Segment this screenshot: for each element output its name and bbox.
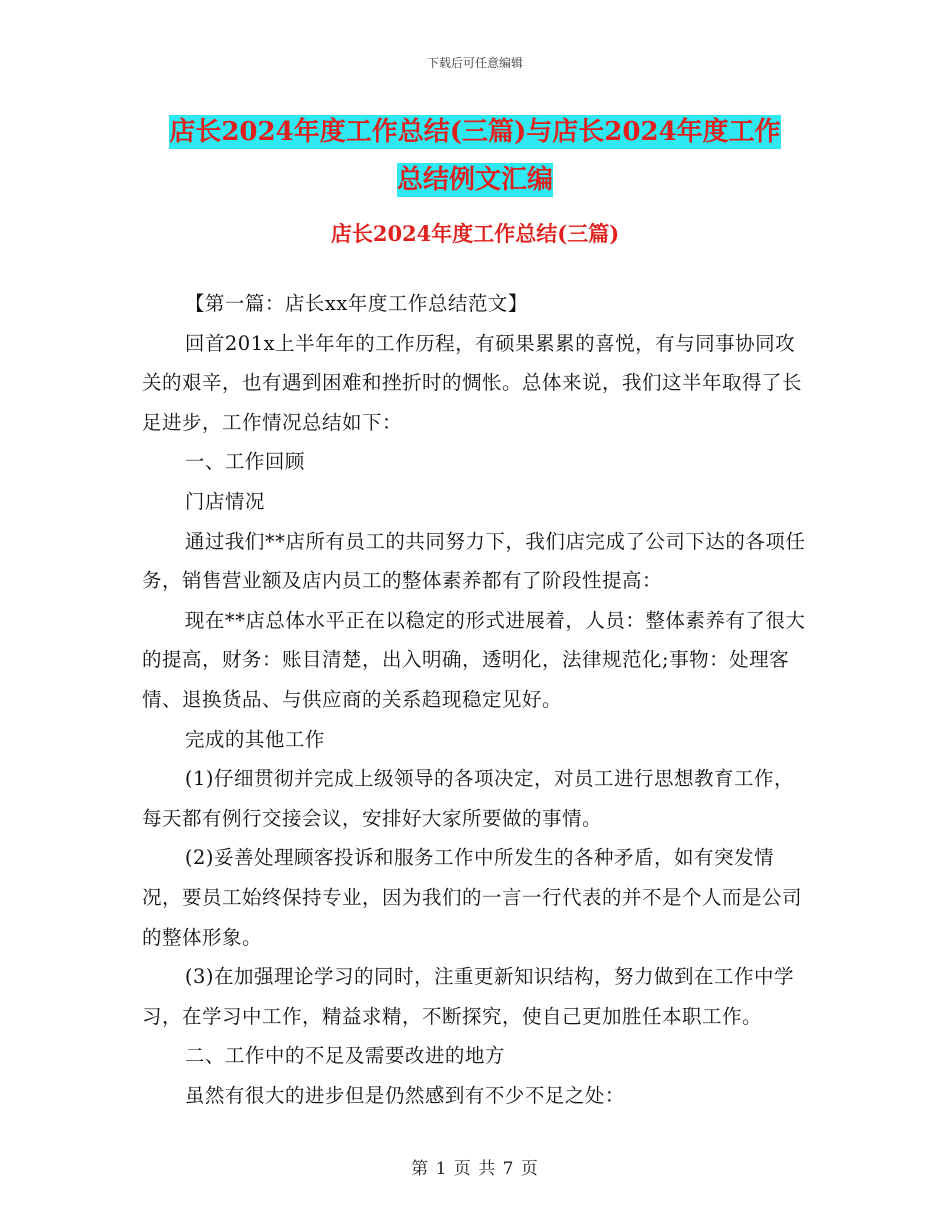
paragraph: 一、工作回顾 <box>184 450 305 474</box>
paragraph: 虽然有很大的进步但是仍然感到有不少不足之处： <box>184 1083 625 1107</box>
title-line-1: 店长2024年度工作总结(三篇)与店长2024年度工作 <box>169 117 781 147</box>
body-text <box>142 284 807 1115</box>
paragraph: 二、工作中的不足及需要改进的地方 <box>184 1044 505 1068</box>
paragraph: (2)妥善处理顾客投诉和服务工作中所发生的各种矛盾，如有突发情况，要员工始终保持专业，因为我们的一言一行代表的并不是个人而是公司的整体形象。 <box>142 846 803 949</box>
paragraph: 完成的其他工作 <box>184 727 325 751</box>
paragraph: 回首201x上半年年的工作历程，有硕果累累的喜悦，有与同事协同攻关的艰辛，也有遇到困难和挫折时的惆怅。总体来说，我们这半年取得了长足进步，工作情况总结如下： <box>142 331 803 434</box>
paragraph: (1)仔细贯彻并完成上级领导的各项决定，对员工进行思想教育工作，每天都有例行交接会议，安排好大家所要做的事情。 <box>142 767 795 830</box>
paragraph: 门店情况 <box>184 489 265 513</box>
section-title: 店长2024年度工作总结(三篇) <box>330 221 620 246</box>
page-footer: 第 1 页 共 7 页 <box>411 1159 539 1179</box>
header-note: 下载后可任意编辑 <box>426 56 523 70</box>
paragraph: 通过我们**店所有员工的共同努力下，我们店完成了公司下达的各项任务，销售营业额及店内员工的整体素养都有了阶段性提高： <box>142 529 806 593</box>
title-line-2: 总结例文汇编 <box>396 165 553 195</box>
paragraph: 现在**店总体水平正在以稳定的形式进展着，人员：整体素养有了很大的提高，财务：账目清楚，出入明确，透明化，法律规范化;事物：处理客情、退换货品、与供应商的关系趋现稳定见好。 <box>142 608 806 711</box>
paragraph: (3)在加强理论学习的同时，注重更新知识结构，努力做到在工作中学习，在学习中工作，精益求精，不断探究，使自己更加胜任本职工作。 <box>142 965 795 1028</box>
paragraph: 【第一篇：店长xx年度工作总结范文】 <box>184 292 528 315</box>
document-title <box>140 108 810 204</box>
